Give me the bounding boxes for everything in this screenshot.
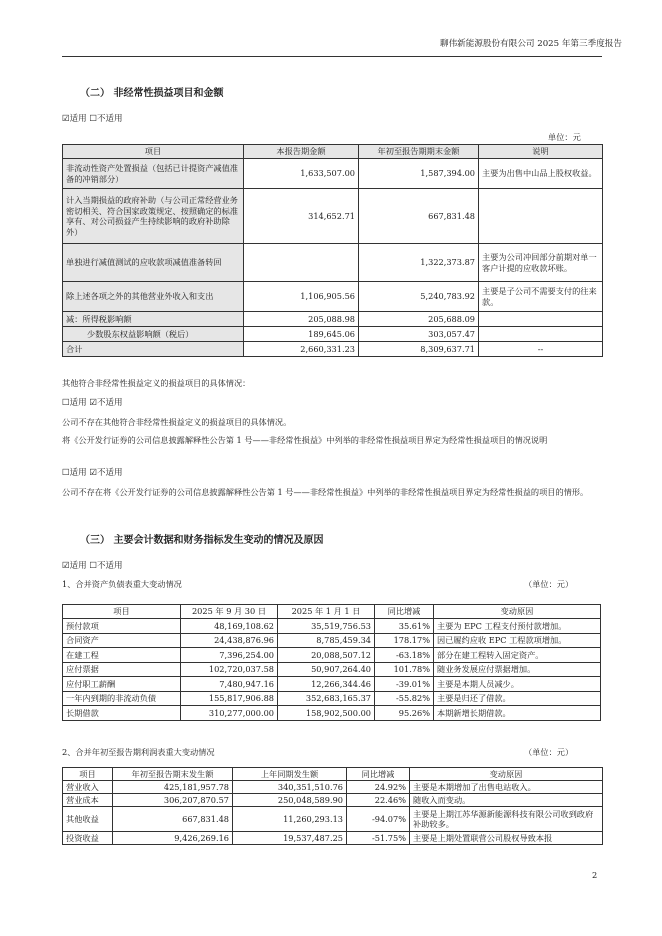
subheading: 1、合并资产负债表重大变动情况 xyxy=(62,579,182,589)
value-prior: 20,088,507.12 xyxy=(278,648,375,663)
header-divider xyxy=(62,56,602,57)
report-header: 聊伟新能源股份有限公司 2025 年第三季度报告 xyxy=(439,39,622,49)
table-row xyxy=(63,327,603,342)
row-item: 少数股东权益影响额（税后） xyxy=(63,327,244,342)
value-current: 310,277,000.00 xyxy=(181,706,278,721)
applicability-checkbox: ☐适用 ☑不适用 xyxy=(62,398,123,408)
value-prior: 12,266,344.46 xyxy=(278,677,375,692)
table-row xyxy=(63,706,601,721)
section-heading-non-recurring: （二） 非经常性损益项目和金额 xyxy=(80,88,224,99)
balance-sheet-changes-table xyxy=(62,604,601,721)
value-prior: 11,260,293.13 xyxy=(233,807,347,832)
table-row xyxy=(63,794,603,807)
table-row xyxy=(63,189,603,244)
change-reason: 主要是归还了借款。 xyxy=(434,691,601,706)
table-row-total xyxy=(63,342,603,357)
row-item: 应付职工薪酬 xyxy=(63,677,181,692)
row-note xyxy=(479,189,603,244)
row-item: 应付票据 xyxy=(63,662,181,677)
change-percent: -63.18% xyxy=(375,648,434,663)
value-prior: 158,902,500.00 xyxy=(278,706,375,721)
change-percent: -39.01% xyxy=(375,677,434,692)
row-item: 计入当期损益的政府补助（与公司正常经营业务密切相关、符合国家政策规定、按照确定的标准享有、对公司损益产生持续影响的政府补助除外） xyxy=(63,189,244,244)
change-reason: 因已履约应收 EPC 工程款项增加。 xyxy=(434,633,601,648)
change-reason: 随收入而变动。 xyxy=(410,794,603,807)
row-item: 预付款项 xyxy=(63,619,181,634)
change-percent: 95.26% xyxy=(375,706,434,721)
ytd-amount: 1,322,373.87 xyxy=(359,244,479,282)
paragraph: 其他符合非经常性损益定义的损益项目的具体情况： xyxy=(62,378,251,388)
value-current: 102,720,037.58 xyxy=(181,662,278,677)
change-reason: 部分在建工程转入固定资产。 xyxy=(434,648,601,663)
value-current: 667,831.48 xyxy=(113,807,233,832)
table-row xyxy=(63,633,601,648)
table-row xyxy=(63,691,601,706)
row-note xyxy=(479,312,603,327)
change-percent: 178.17% xyxy=(375,633,434,648)
column-header: 本报告期金额 xyxy=(244,145,359,159)
table-row xyxy=(63,662,601,677)
current-amount: 1,633,507.00 xyxy=(244,159,359,189)
change-reason: 主要是本期增加了出售电站收入。 xyxy=(410,781,603,794)
change-percent: 22.46% xyxy=(347,794,410,807)
row-item: 合计 xyxy=(63,342,244,357)
change-reason: 主要为 EPC 工程支付预付款增加。 xyxy=(434,619,601,634)
non-recurring-table xyxy=(62,144,603,357)
change-reason: 主要是本期人员减少。 xyxy=(434,677,601,692)
row-item: 除上述各项之外的其他营业外收入和支出 xyxy=(63,282,244,312)
value-current: 7,480,947.16 xyxy=(181,677,278,692)
change-reason: 随业务发展应付票据增加。 xyxy=(434,662,601,677)
value-current: 306,207,870.57 xyxy=(113,794,233,807)
value-prior: 35,519,756.53 xyxy=(278,619,375,634)
row-item: 营业收入 xyxy=(63,781,113,794)
paragraph: 公司不存在其他符合非经常性损益定义的损益项目的具体情况。 xyxy=(62,417,292,427)
ytd-amount: 205,688.09 xyxy=(359,312,479,327)
row-note: -- xyxy=(479,342,603,357)
current-amount: 205,088.98 xyxy=(244,312,359,327)
row-item: 投资收益 xyxy=(63,832,113,845)
value-prior: 340,351,510.76 xyxy=(233,781,347,794)
table-row xyxy=(63,781,603,794)
value-prior: 19,537,487.25 xyxy=(233,832,347,845)
change-reason: 主要是上期江苏华源新能源科技有限公司收到政府补助较多。 xyxy=(410,807,603,832)
column-header: 2025 年 9 月 30 日 xyxy=(181,605,278,619)
change-percent: -55.82% xyxy=(375,691,434,706)
value-current: 155,817,906.88 xyxy=(181,691,278,706)
current-amount: 2,660,331.23 xyxy=(244,342,359,357)
table-row xyxy=(63,677,601,692)
row-note xyxy=(479,327,603,342)
change-reason: 本期新增长期借款。 xyxy=(434,706,601,721)
row-item: 单独进行减值测试的应收款项减值准备转回 xyxy=(63,244,244,282)
column-header: 2025 年 1 月 1 日 xyxy=(278,605,375,619)
page-number: 2 xyxy=(592,870,598,880)
paragraph: 将《公开发行证券的公司信息披露解释性公告第 1 号——非经常性损益》中列举的非经常性损益项目界定为经常性损益项目的情况说明 xyxy=(62,435,548,445)
current-amount xyxy=(244,244,359,282)
column-header: 同比增减 xyxy=(347,768,410,781)
table-row xyxy=(63,159,603,189)
value-current: 7,396,254.00 xyxy=(181,648,278,663)
subheading: 2、合并年初至报告期利润表重大变动情况 xyxy=(62,747,215,757)
section-heading-changes: （三） 主要会计数据和财务指标发生变动的情况及原因 xyxy=(80,535,324,546)
column-header: 年初至报告期末发生额 xyxy=(113,768,233,781)
table-row xyxy=(63,807,603,832)
column-header: 项目 xyxy=(63,605,181,619)
change-reason: 主要是上期处置联营公司股权导致本报 xyxy=(410,832,603,845)
table-row xyxy=(63,282,603,312)
row-item: 非流动性资产处置损益（包括已计提资产减值准备的冲销部分） xyxy=(63,159,244,189)
value-current: 9,426,269.16 xyxy=(113,832,233,845)
row-item: 营业成本 xyxy=(63,794,113,807)
value-prior: 250,048,589.90 xyxy=(233,794,347,807)
paragraph: 公司不存在将《公开发行证券的公司信息披露解释性公告第 1 号——非经常性损益》中列举的非经常性损益项目界定为经常性损益的项目的情形。 xyxy=(62,487,589,497)
column-header: 同比增减 xyxy=(375,605,434,619)
unit-label: （单位：元） xyxy=(524,747,574,757)
ytd-amount: 667,831.48 xyxy=(359,189,479,244)
value-current: 425,181,957.78 xyxy=(113,781,233,794)
change-percent: 24.92% xyxy=(347,781,410,794)
change-percent: 35.61% xyxy=(375,619,434,634)
unit-label: （单位：元） xyxy=(524,579,574,589)
column-header: 变动原因 xyxy=(434,605,601,619)
applicability-checkbox: ☑适用 ☐不适用 xyxy=(62,561,123,571)
table-row xyxy=(63,244,603,282)
applicability-checkbox: ☑适用 ☐不适用 xyxy=(62,114,123,124)
column-header: 变动原因 xyxy=(410,768,603,781)
row-item: 减：所得税影响额 xyxy=(63,312,244,327)
applicability-checkbox: ☐适用 ☑不适用 xyxy=(62,468,123,478)
value-current: 24,438,876.96 xyxy=(181,633,278,648)
column-header: 项目 xyxy=(63,145,244,159)
row-item: 其他收益 xyxy=(63,807,113,832)
value-prior: 8,785,459.34 xyxy=(278,633,375,648)
current-amount: 314,652.71 xyxy=(244,189,359,244)
row-item: 合同资产 xyxy=(63,633,181,648)
row-item: 在建工程 xyxy=(63,648,181,663)
unit-label: 单位：元 xyxy=(548,132,581,142)
ytd-amount: 1,587,394.00 xyxy=(359,159,479,189)
table-row xyxy=(63,648,601,663)
change-percent: -94.07% xyxy=(347,807,410,832)
column-header: 年初至报告期期末金额 xyxy=(359,145,479,159)
column-header: 上年同期发生额 xyxy=(233,768,347,781)
income-statement-changes-table xyxy=(62,767,603,845)
current-amount: 189,645.06 xyxy=(244,327,359,342)
column-header: 说明 xyxy=(479,145,603,159)
ytd-amount: 8,309,637.71 xyxy=(359,342,479,357)
row-item: 长期借款 xyxy=(63,706,181,721)
ytd-amount: 5,240,783.92 xyxy=(359,282,479,312)
row-note: 主要为公司冲回部分前期对单一客户计提的应收款坏账。 xyxy=(479,244,603,282)
table-row xyxy=(63,832,603,845)
row-item: 一年内到期的非流动负债 xyxy=(63,691,181,706)
change-percent: 101.78% xyxy=(375,662,434,677)
current-amount: 1,106,905.56 xyxy=(244,282,359,312)
value-prior: 50,907,264.40 xyxy=(278,662,375,677)
ytd-amount: 303,057.47 xyxy=(359,327,479,342)
column-header: 项目 xyxy=(63,768,113,781)
row-note: 主要为出售中山品上股权收益。 xyxy=(479,159,603,189)
value-current: 48,169,108.62 xyxy=(181,619,278,634)
change-percent: -51.75% xyxy=(347,832,410,845)
row-note: 主要是子公司不需要支付的往来款。 xyxy=(479,282,603,312)
value-prior: 352,683,165.37 xyxy=(278,691,375,706)
table-row xyxy=(63,619,601,634)
table-row xyxy=(63,312,603,327)
